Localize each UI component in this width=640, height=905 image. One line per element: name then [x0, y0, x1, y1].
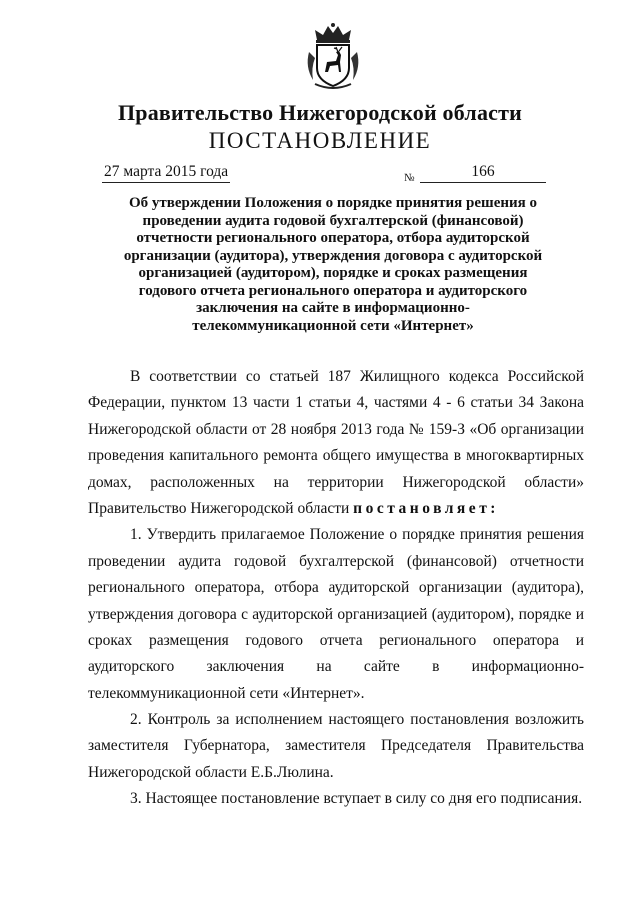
body-line: проведения капитального ремонта общего имущества в многоквартирных: [88, 447, 584, 465]
body-line: 1. Утвердить прилагаемое Положение о порядке принятия решения: [130, 526, 584, 544]
body-line: [88, 496, 584, 522]
body-line: 2. Контроль за исполнением настоящего постановления возложить: [130, 711, 584, 729]
document-type: ПОСТАНОВЛЕНИЕ: [208, 128, 432, 153]
subject-line: организации (аудитора), утверждения договора с аудиторской: [123, 247, 543, 264]
document-body: [88, 364, 584, 813]
body-line: телекоммуникационной сети «Интернет».: [88, 684, 365, 702]
body-line: аудиторского заключения на сайте в информационно-: [88, 658, 584, 676]
subject-line: проведении аудита годовой бухгалтерской (финансовой): [142, 212, 524, 229]
document-number: 166: [420, 163, 546, 183]
body-line: В соответствии со статьей 187 Жилищного кодекса Российской: [130, 368, 584, 385]
decree-word: постановляет:: [353, 499, 499, 517]
preamble-last: Правительство Нижегородской области: [88, 499, 350, 517]
body-line: регионального оператора, отбора аудиторской организации (аудитора),: [88, 579, 584, 597]
body-line: утверждения договора с аудиторской организацией (аудитором), порядке и: [88, 605, 584, 623]
subject-line: Об утверждении Положения о порядке принятия решения о: [128, 195, 538, 211]
body-line: Нижегородской области от 28 ноября 2013 года № 159-З «Об организации: [88, 420, 584, 438]
body-line: заместителя Губернатора, заместителя Председателя Правительства: [88, 737, 584, 755]
body-line: 3. Настоящее постановление вступает в силу со дня его подписания.: [130, 790, 583, 808]
government-title: Правительство Нижегородской области: [117, 100, 522, 125]
body-line: Федерации, пунктом 13 части 1 статьи 4, частями 4 - 6 статьи 34 Закона: [88, 394, 584, 412]
subject-line: организацией (аудитором), порядке и сроках размещения: [138, 265, 528, 281]
subject-line: заключения на сайте в информационно-: [196, 300, 470, 316]
subject-line: годового отчета регионального оператора и аудиторского: [138, 282, 528, 299]
body-line: домах, расположенных на территории Нижегородской области»: [88, 473, 584, 491]
subject-line: отчетности регионального оператора, отбора аудиторской: [136, 230, 530, 246]
document-subject: [100, 195, 566, 335]
subject-line: телекоммуникационной сети «Интернет»: [192, 317, 474, 334]
document-date: 27 марта 2015 года: [102, 163, 230, 183]
coat-of-arms-icon: [303, 22, 363, 90]
number-sign: №: [404, 172, 415, 184]
body-line: проведении аудита годовой бухгалтерской (финансовой) отчетности: [88, 552, 584, 570]
body-line: сроках размещения годового отчета регионального оператора и: [88, 631, 584, 649]
body-line: Нижегородской области Е.Б.Люлина.: [88, 763, 334, 781]
